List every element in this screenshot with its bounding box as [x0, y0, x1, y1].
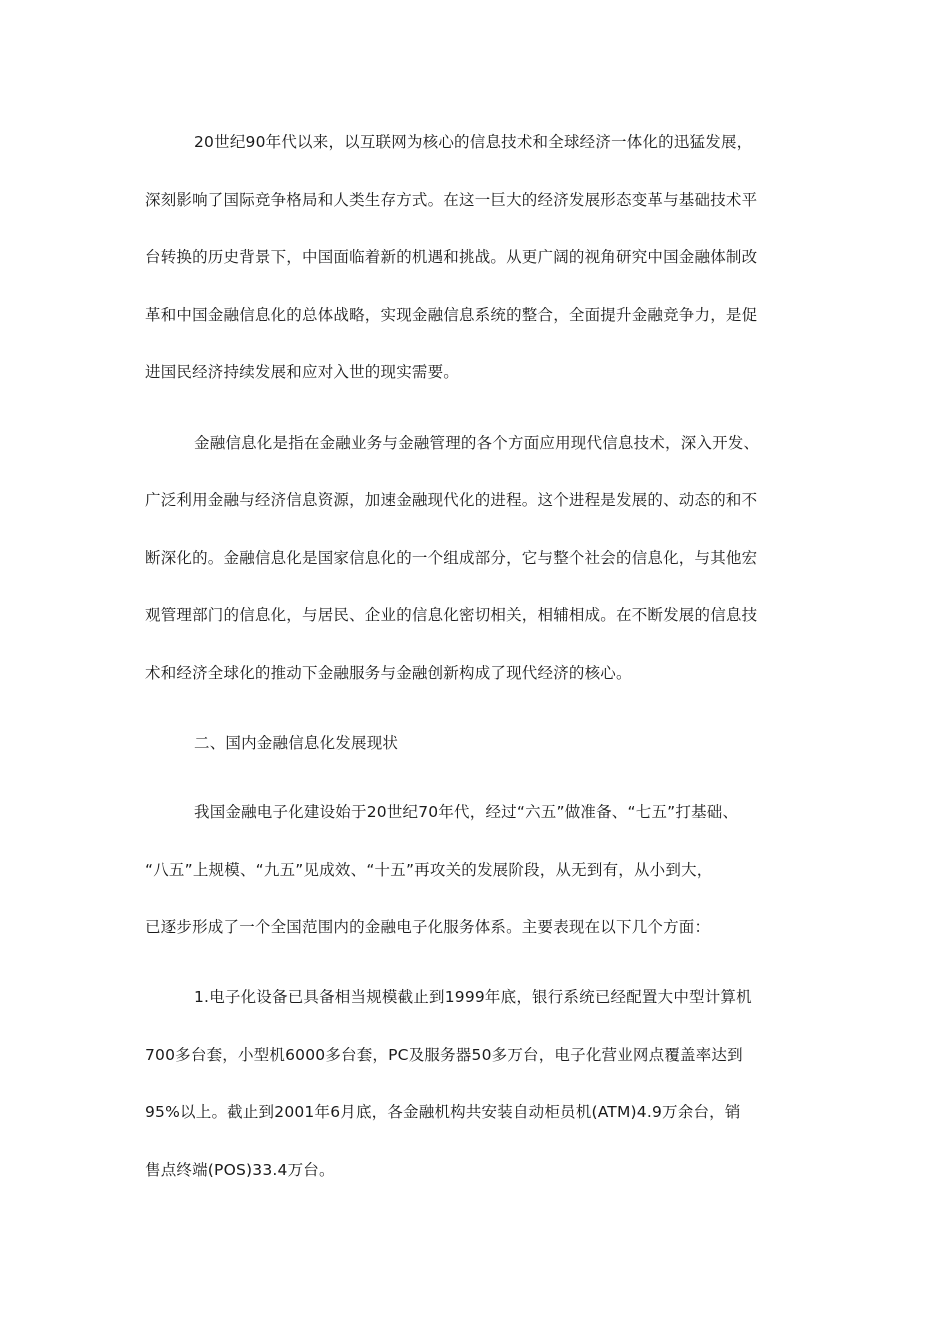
- paragraph-1-line-2: 深刻影响了国际竞争格局和人类生存方式。在这一巨大的经济发展形态变革与基础技术平: [145, 191, 758, 209]
- paragraph-1-line-5: 进国民经济持续发展和应对入世的现实需要。: [145, 363, 460, 381]
- section-heading: 二、国内金融信息化发展现状: [194, 734, 399, 752]
- paragraph-2-line-1: 金融信息化是指在金融业务与金融管理的各个方面应用现代信息技术，深入开发、: [194, 434, 760, 452]
- paragraph-4-line-4: 售点终端(POS)33.4万台。: [145, 1161, 335, 1179]
- paragraph-2-line-5: 术和经济全球化的推动下金融服务与金融创新构成了现代经济的核心。: [145, 664, 632, 682]
- paragraph-2-line-3: 断深化的。金融信息化是国家信息化的一个组成部分，它与整个社会的信息化，与其他宏: [145, 549, 758, 567]
- paragraph-1-line-1: 20世纪90年代以来，以互联网为核心的信息技术和全球经济一体化的迅猛发展，: [194, 133, 753, 151]
- paragraph-3-line-3: 已逐步形成了一个全国范围内的金融电子化服务体系。主要表现在以下几个方面：: [145, 918, 711, 936]
- paragraph-2-line-4: 观管理部门的信息化，与居民、企业的信息化密切相关，相辅相成。在不断发展的信息技: [145, 606, 758, 624]
- paragraph-4-line-1: 1.电子化设备已具备相当规模截止到1999年底，银行系统已经配置大中型计算机: [194, 988, 752, 1006]
- paragraph-4-line-2: 700多台套，小型机6000多台套，PC及服务器50多万台，电子化营业网点覆盖率达到: [145, 1046, 743, 1064]
- paragraph-3-line-2: “八五”上规模、“九五”见成效、“十五”再攻关的发展阶段，从无到有，从小到大，: [145, 861, 713, 879]
- paragraph-2-line-2: 广泛利用金融与经济信息资源，加速金融现代化的进程。这个进程是发展的、动态的和不: [145, 491, 758, 509]
- paragraph-3-line-1: 我国金融电子化建设始于20世纪70年代，经过“六五”做准备、“七五”打基础、: [194, 803, 739, 821]
- paragraph-4-line-3: 95%以上。截止到2001年6月底，各金融机构共安装自动柜员机(ATM)4.9万余台，销: [145, 1103, 741, 1121]
- paragraph-1-line-3: 台转换的历史背景下，中国面临着新的机遇和挑战。从更广阔的视角研究中国金融体制改: [145, 248, 758, 266]
- paragraph-1-line-4: 革和中国金融信息化的总体战略，实现金融信息系统的整合，全面提升金融竞争力，是促: [145, 306, 758, 324]
